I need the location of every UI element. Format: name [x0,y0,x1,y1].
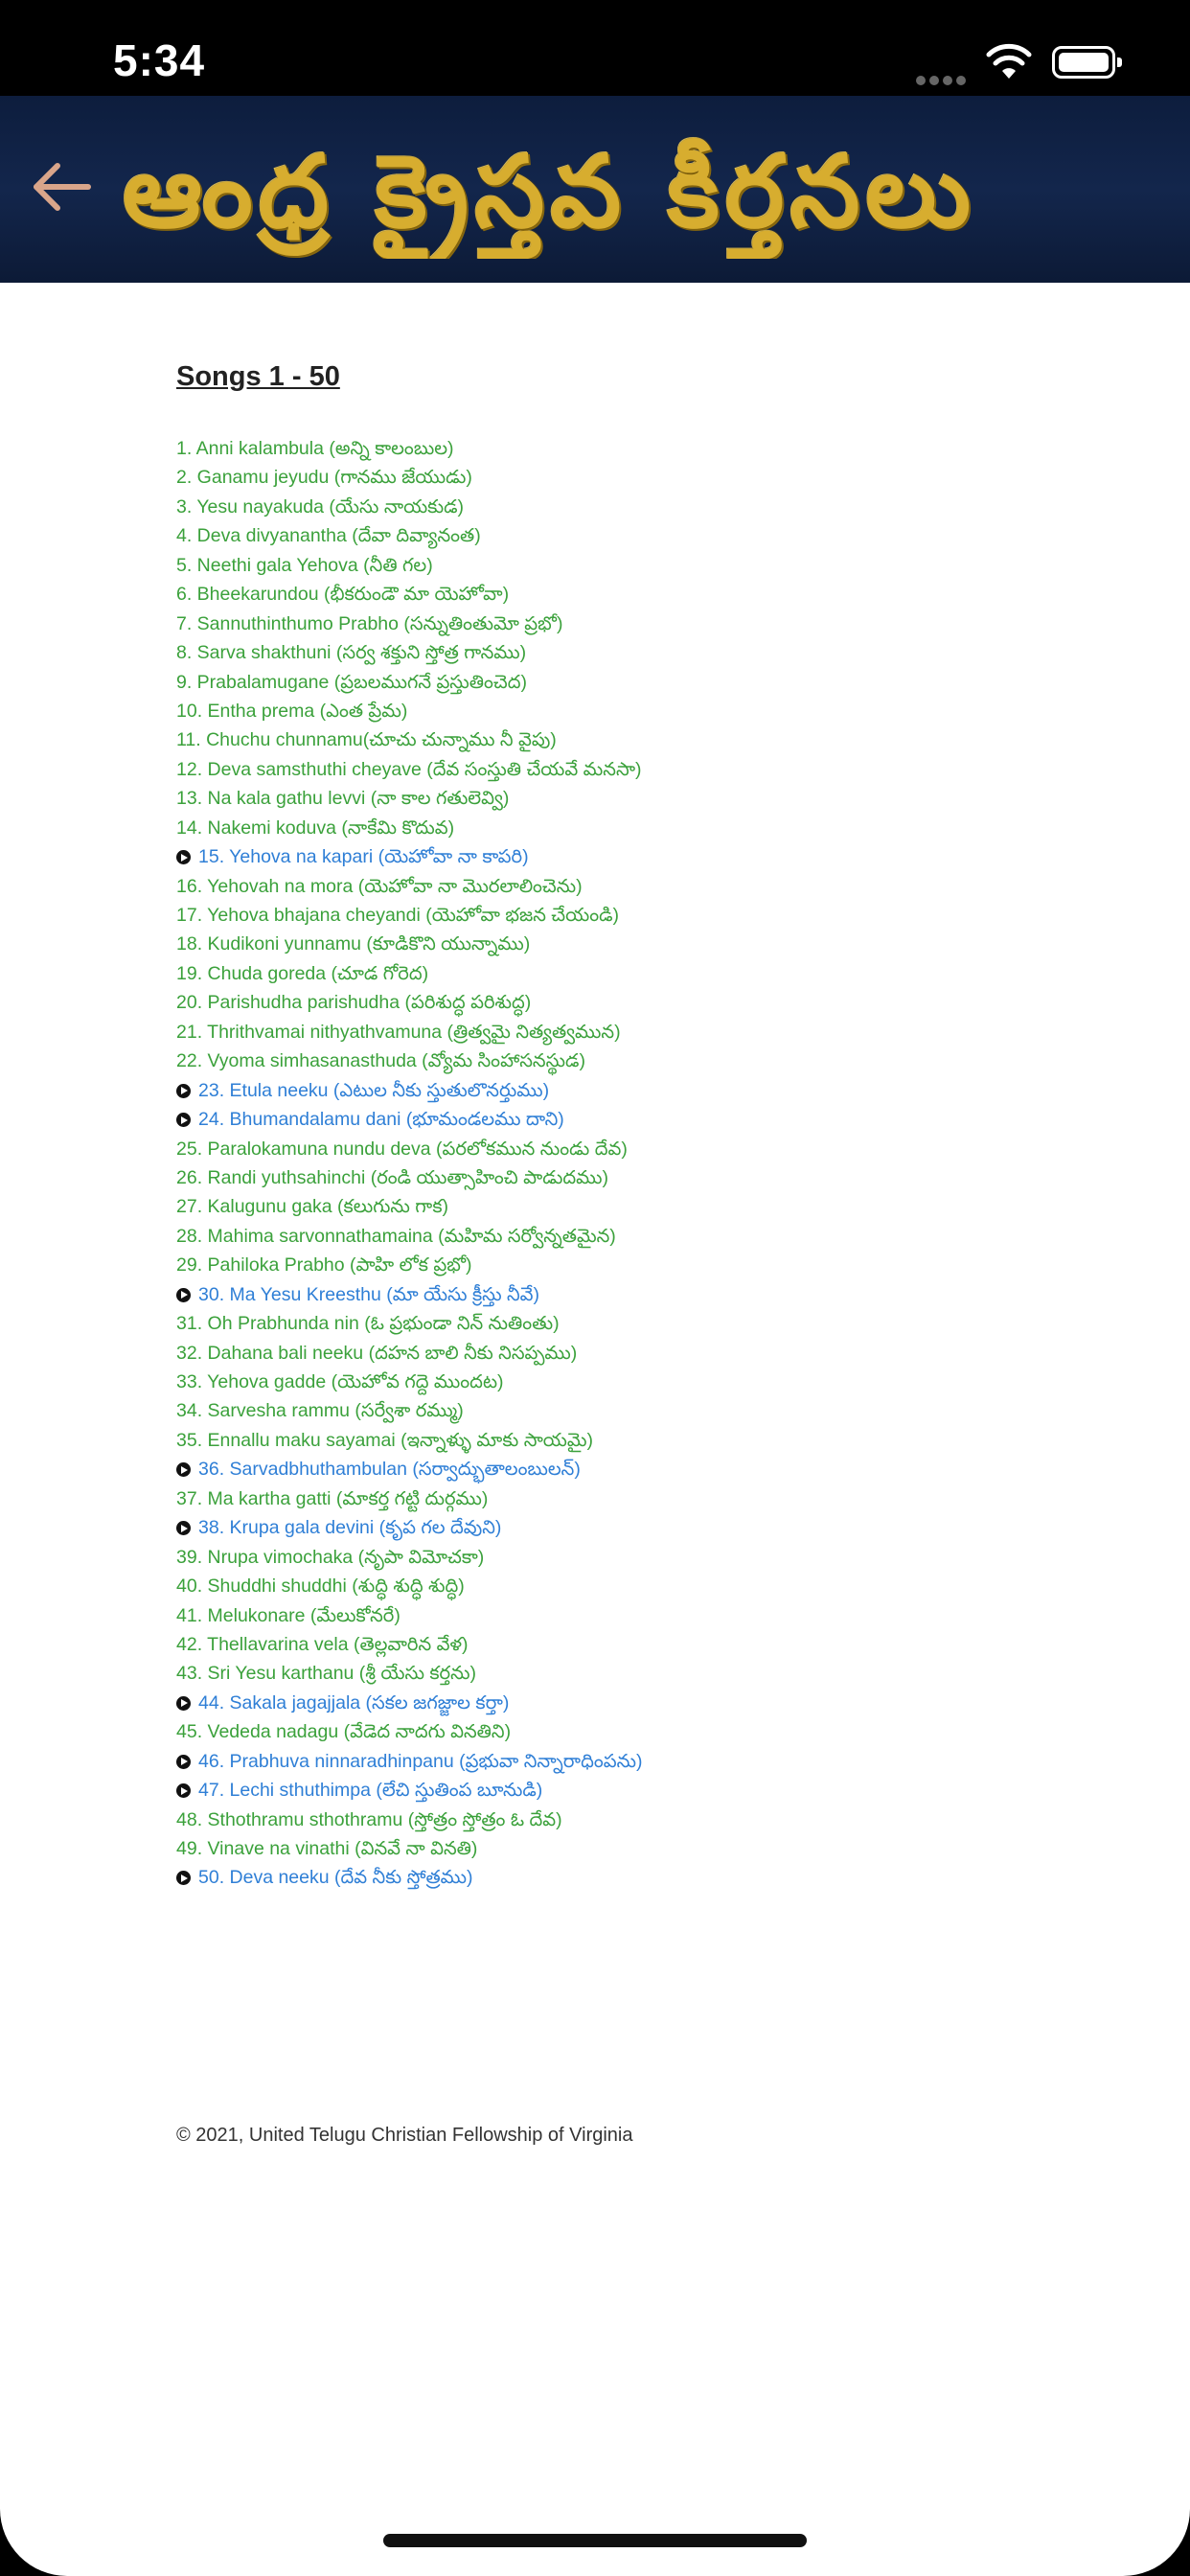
battery-icon [1052,46,1115,79]
song-link[interactable]: 25. Paralokamuna nundu deva (పరలోకమున నుండు దేవ) [176,1138,628,1160]
song-link[interactable]: 23. Etula neeku (ఎటుల నీకు స్తుతులొనర్తుము) [198,1079,550,1101]
app-title: ఆంధ్ర క్రైస్తవ కీర్తనలు [123,132,977,250]
play-icon [176,1783,191,1798]
song-link[interactable]: 36. Sarvadbhuthambulan (సర్వాద్భుతాలంబులన్) [198,1459,581,1481]
status-time: 5:34 [113,35,206,85]
song-list-item [176,1309,643,1338]
song-link[interactable]: 2. Ganamu jeyudu (గానము జేయుడు) [176,467,472,489]
song-list-item [176,1659,643,1688]
song-link[interactable]: 1. Anni kalambula (అన్ని కాలంబుల) [176,438,454,459]
home-indicator [383,2534,807,2547]
song-link[interactable]: 6. Bheekarundou (భీకరుండౌ మా యెహోవా) [176,584,510,606]
song-link[interactable]: 16. Yehovah na mora (యెహోవా నా మొరలాలించెను) [176,875,583,897]
song-list-item [176,610,643,638]
song-list-item [176,551,643,580]
song-list-item [176,1601,643,1630]
status-bar [0,0,1190,96]
song-link[interactable]: 41. Melukonare (మేలుకోనరే) [176,1604,400,1626]
cellular-signal-icon [916,71,973,80]
song-list-item [176,1368,643,1396]
song-list-item [176,872,643,901]
play-icon [176,1288,191,1302]
arrow-left-icon [36,166,88,208]
song-list-item [176,1105,643,1134]
song-link[interactable]: 34. Sarvesha rammu (సర్వేశా రమ్ము) [176,1400,464,1422]
song-link[interactable]: 40. Shuddhi shuddhi (శుద్ధి శుద్ధి శుద్ధి) [176,1576,465,1598]
song-link[interactable]: 46. Prabhuva ninnaradhinpanu (ప్రభువా నిన్నారాధింపను) [198,1750,643,1772]
song-link[interactable]: 3. Yesu nayakuda (యేసు నాయకుడ) [176,495,465,518]
song-link[interactable]: 18. Kudikoni yunnamu (కూడికొని యున్నాము) [176,933,531,955]
song-list-item [176,1484,643,1513]
song-list-item [176,1834,643,1863]
song-link[interactable]: 15. Yehova na kapari (యెహోవా నా కాపరి) [198,846,529,868]
header-banner [0,96,1190,283]
song-list-item [176,1572,643,1600]
song-list-item [176,725,643,754]
song-link[interactable]: 30. Ma Yesu Kreesthu (మా యేసు క్రీస్తు నీవే) [198,1283,540,1305]
song-list-item [176,1630,643,1659]
footer-copyright: © 2021, United Telugu Christian Fellowship of Virginia [176,2125,633,2146]
song-list-item [176,1222,643,1251]
song-list [176,434,643,1893]
play-icon [176,850,191,864]
back-button[interactable] [29,153,96,220]
play-icon [176,1084,191,1098]
play-icon [176,1521,191,1535]
song-link[interactable]: 47. Lechi sthuthimpa (లేచి స్తుతింప బూనుడి) [198,1780,543,1802]
song-link[interactable]: 49. Vinave na vinathi (వినవే నా వినతి) [176,1838,478,1859]
song-list-item [176,1747,643,1776]
song-list-item [176,1396,643,1425]
song-link[interactable]: 9. Prabalamugane (ప్రబలముగనే ప్రస్తుతించెద) [176,671,527,693]
song-link[interactable]: 17. Yehova bhajana cheyandi (యెహోవా భజన చేయండి) [176,905,620,926]
song-link[interactable]: 4. Deva divyanantha (దేవా దివ్యానంత) [176,525,481,547]
song-link[interactable]: 8. Sarva shakthuni (సర్వ శక్తుని స్తోత్ర గానము) [176,642,527,664]
song-link[interactable]: 45. Vededa nadagu (వేడెద నాదగు వినతిని) [176,1721,512,1743]
song-list-item [176,668,643,697]
song-link[interactable]: 10. Entha prema (ఎంత ప్రేమ) [176,700,408,722]
song-list-item [176,1046,643,1075]
song-list-item [176,842,643,871]
song-list-item [176,1339,643,1368]
song-link[interactable]: 50. Deva neeku (దేవ నీకు స్తోత్రము) [198,1867,473,1889]
play-icon [176,1871,191,1885]
song-link[interactable]: 33. Yehova gadde (యెహోవ గద్దె ముందట) [176,1371,504,1392]
play-icon [176,1462,191,1477]
song-list-item [176,1018,643,1046]
song-list-item [176,1135,643,1163]
song-link[interactable]: 42. Thellavarina vela (తెల్లవారిన వేళ) [176,1633,469,1655]
song-link[interactable]: 11. Chuchu chunnamu(చూచు చున్నాము నీ వైపు) [176,729,557,751]
song-list-item [176,959,643,988]
main-content [0,283,1190,2576]
song-list-item [176,1163,643,1192]
song-link[interactable]: 26. Randi yuthsahinchi (రండి యుత్సాహించి పాడుదము) [176,1166,609,1188]
song-link[interactable]: 27. Kalugunu gaka (కలుగును గాక) [176,1196,449,1218]
song-list-item [176,493,643,521]
song-list-item [176,1251,643,1279]
song-list-item [176,1863,643,1892]
song-list-item [176,755,643,784]
song-link[interactable]: 22. Vyoma simhasanasthuda (వ్యోమ సింహాసనస్థుడ) [176,1050,585,1072]
song-list-item [176,1513,643,1542]
song-list-item [176,697,643,725]
song-list-item [176,930,643,958]
song-link[interactable]: 14. Nakemi koduva (నాకేమి కొదువ) [176,816,455,839]
song-link[interactable]: 5. Neethi gala Yehova (నీతి గల) [176,554,433,576]
song-link[interactable]: 37. Ma kartha gatti (మాకర్త గట్టి దుర్గము) [176,1487,489,1509]
song-list-item [176,638,643,667]
song-link[interactable]: 35. Ennallu maku sayamai (ఇన్నాళ్ళు మాకు సాయమై) [176,1429,594,1451]
song-link[interactable]: 29. Pahiloka Prabho (పాహి లోక ప్రభో) [176,1254,472,1276]
song-link[interactable]: 43. Sri Yesu karthanu (శ్రీ యేసు కర్తను) [176,1663,477,1685]
song-list-item [176,901,643,930]
song-list-item [176,988,643,1017]
song-list-item [176,434,643,463]
song-list-item [176,1717,643,1746]
song-list-item [176,1426,643,1455]
song-list-item [176,1280,643,1309]
song-link[interactable]: 13. Na kala gathu levvi (నా కాల గతులెవ్వి) [176,788,510,810]
song-list-item [176,1776,643,1805]
song-link[interactable]: 28. Mahima sarvonnathamaina (మహిమ సర్వోన్నతమైన) [176,1225,616,1247]
song-link[interactable]: 19. Chuda goreda (చూడ గోరెద) [176,962,429,984]
song-link[interactable]: 7. Sannuthinthumo Prabho (సన్నుతింతుమో ప్రభో) [176,612,563,634]
song-link[interactable]: 48. Sthothramu sthothramu (స్తోత్రం స్తోత్రం ఓ దేవ) [176,1808,562,1830]
play-icon [176,1696,191,1711]
song-list-item [176,784,643,813]
song-list-item [176,1192,643,1221]
song-link[interactable]: 21. Thrithvamai nithyathvamuna (త్రిత్వమై నిత్యత్వమున) [176,1021,621,1043]
song-list-item [176,1806,643,1834]
wifi-icon [985,42,1033,80]
song-list-item [176,1543,643,1572]
song-link[interactable]: 20. Parishudha parishudha (పరిశుద్ధ పరిశుద్ధ) [176,992,532,1014]
play-icon [176,1113,191,1127]
song-link[interactable]: 24. Bhumandalamu dani (భూమండలము దాని) [198,1109,564,1131]
song-list-item [176,580,643,609]
song-link[interactable]: 31. Oh Prabhunda nin (ఓ ప్రభుండా నిన్ నుతింతు) [176,1313,560,1335]
song-list-item [176,1076,643,1105]
song-list-item [176,814,643,842]
song-list-item [176,1455,643,1484]
song-link[interactable]: 32. Dahana bali neeku (దహన బాలి నీకు నిసప్పము) [176,1342,578,1364]
song-list-item [176,463,643,492]
song-link[interactable]: 38. Krupa gala devini (కృప గల దేవుని) [198,1517,502,1539]
play-icon [176,1755,191,1769]
song-link[interactable]: 12. Deva samsthuthi cheyave (దేవ సంస్తుతి చేయవే మనసా) [176,758,642,780]
section-heading: Songs 1 - 50 [176,361,340,392]
song-list-item [176,521,643,550]
song-link[interactable]: 44. Sakala jagajjala (సకల జగజ్జాల కర్తా) [198,1691,510,1714]
song-link[interactable]: 39. Nrupa vimochaka (నృపా విమోచకా) [176,1546,485,1568]
song-list-item [176,1689,643,1717]
